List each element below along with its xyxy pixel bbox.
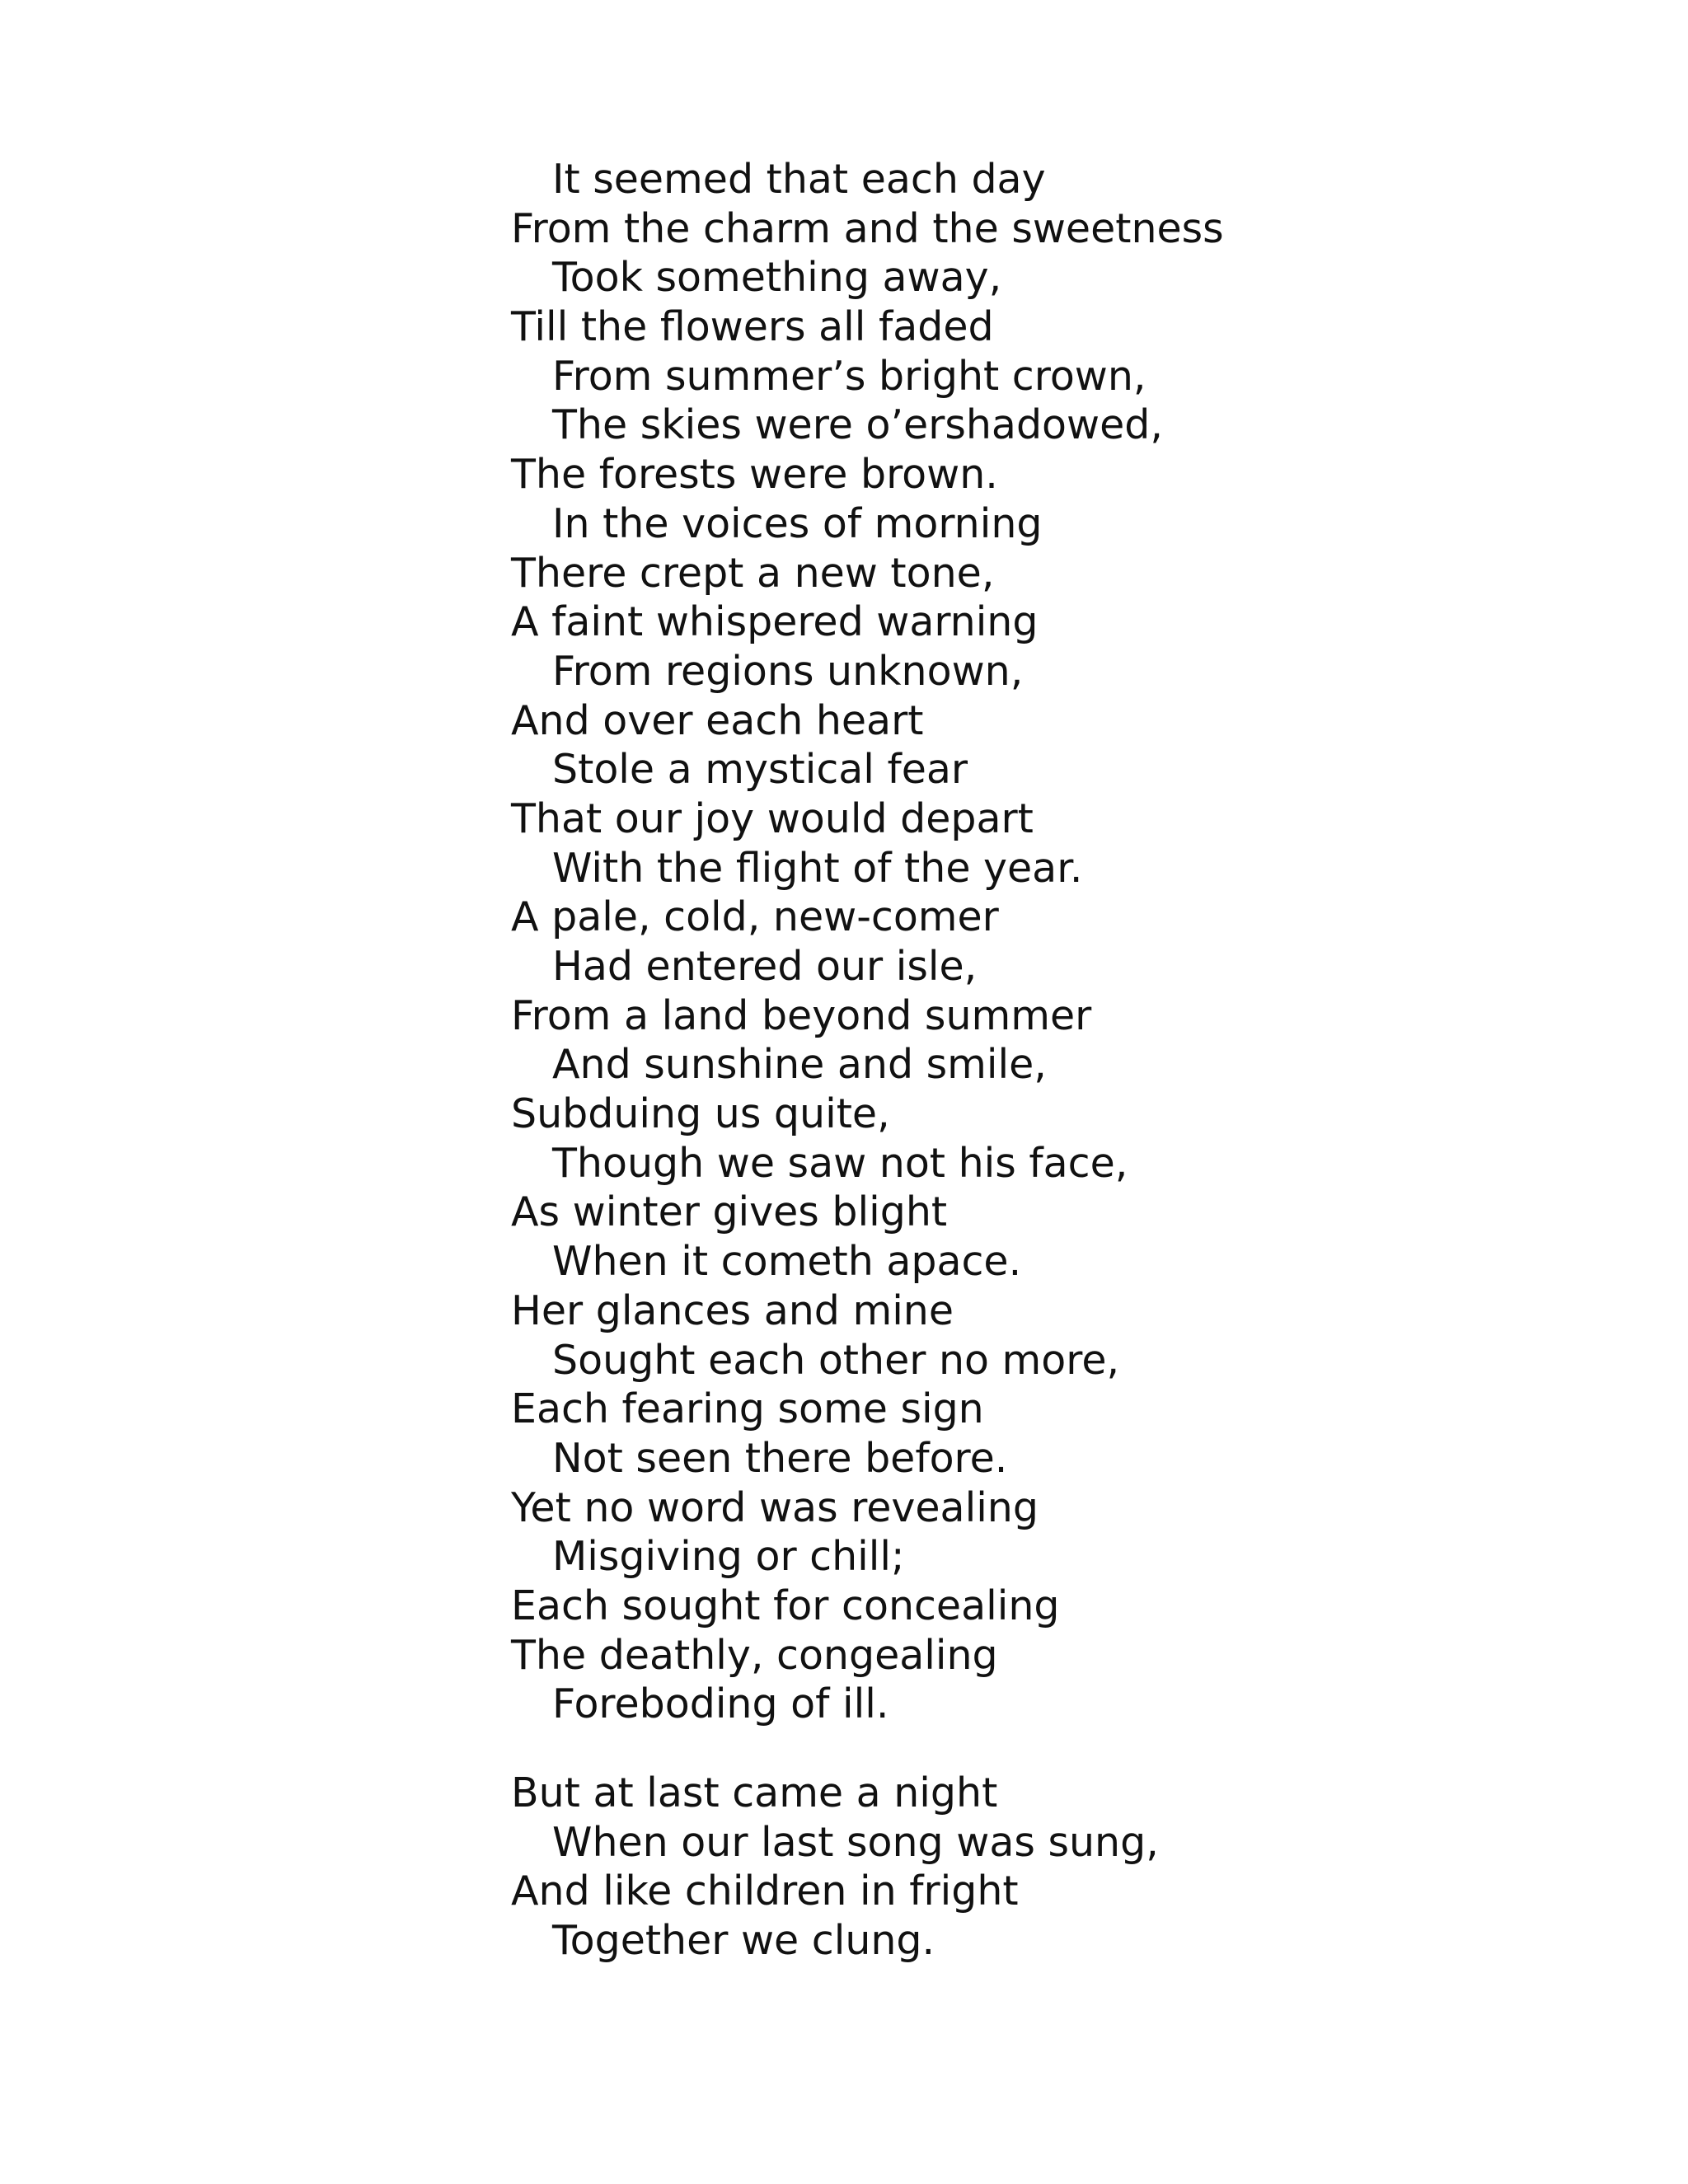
- poem-line: Her glances and mine: [511, 1286, 954, 1334]
- poem-line: Misgiving or chill;: [552, 1533, 905, 1581]
- poem-line: Each sought for concealing: [511, 1582, 1060, 1629]
- stanza-break: [511, 1729, 1224, 1769]
- poem-line: The forests were brown.: [511, 451, 998, 499]
- poem-text: [511, 155, 1224, 1966]
- poem-line: From a land beyond summer: [511, 991, 1092, 1039]
- poem-line: And like children in fright: [511, 1868, 1019, 1915]
- poem-line: From summer’s bright crown,: [552, 352, 1146, 400]
- poem-line: In the voices of morning: [552, 499, 1043, 547]
- poem-line: A faint whispered warning: [511, 598, 1039, 646]
- poem-line: A pale, cold, new-comer: [511, 893, 999, 941]
- poem-line: And over each heart: [511, 696, 924, 744]
- poem-line: Subduing us quite,: [511, 1090, 890, 1138]
- poem-line: When it cometh apace.: [552, 1238, 1022, 1286]
- poem-line: As winter gives blight: [511, 1188, 948, 1236]
- poem-line: Stole a mystical fear: [552, 746, 968, 794]
- poem-line: With the flight of the year.: [552, 844, 1083, 892]
- poem-line: There crept a new tone,: [511, 549, 995, 597]
- poem-line: Together we clung.: [552, 1917, 935, 1965]
- poem-line: Sought each other no more,: [552, 1336, 1120, 1384]
- poem-line: Had entered our isle,: [552, 943, 978, 990]
- poem-line: Yet no word was revealing: [511, 1483, 1039, 1531]
- poem-line: Though we saw not his face,: [552, 1139, 1128, 1187]
- poem-line: That our joy would depart: [511, 794, 1034, 842]
- poem-line: But at last came a night: [511, 1769, 998, 1816]
- poem-viewport: [462, 156, 1286, 1993]
- poem-line: It seemed that each day: [552, 156, 1046, 203]
- poem-line: From the charm and the sweetness: [511, 204, 1224, 252]
- poem-line: Foreboding of ill.: [552, 1680, 889, 1728]
- poem-line: And sunshine and smile,: [552, 1041, 1047, 1089]
- poem-line: Not seen there before.: [552, 1434, 1008, 1482]
- poem-line: When our last song was sung,: [552, 1818, 1159, 1866]
- poem-line: The skies were o’ershadowed,: [552, 401, 1163, 449]
- poem-line: Till the flowers all faded: [511, 303, 994, 351]
- poem-line: From regions unknown,: [552, 647, 1024, 695]
- poem-line: Each fearing some sign: [511, 1385, 984, 1433]
- poem-line: The deathly, congealing: [511, 1631, 998, 1679]
- poem-line: Took something away,: [552, 254, 1002, 302]
